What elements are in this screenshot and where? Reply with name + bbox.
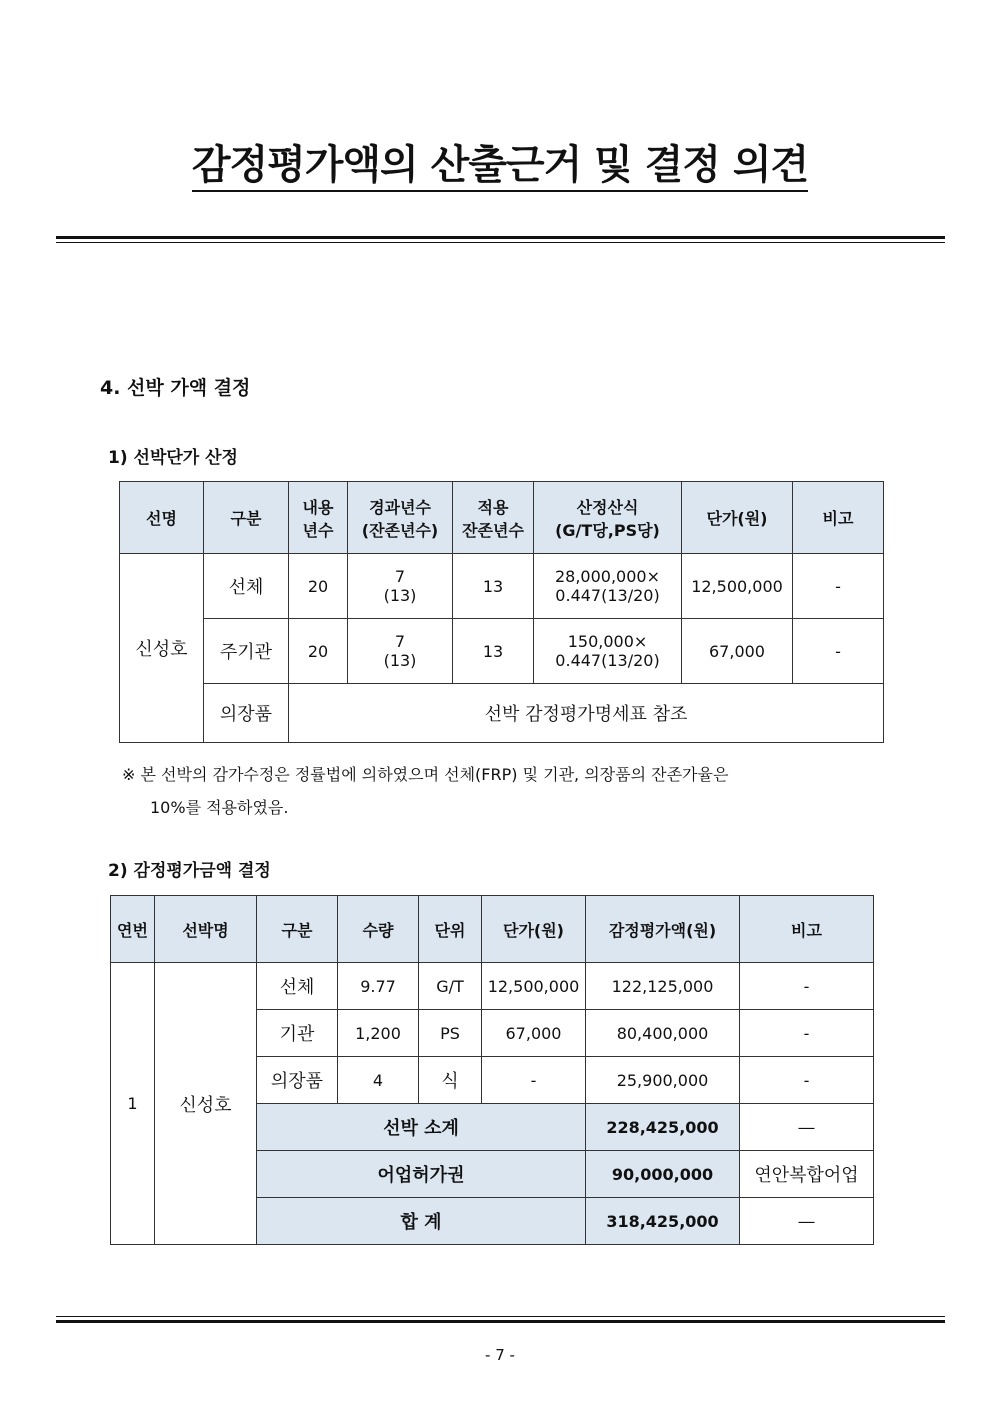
header-cell: 선박명 xyxy=(155,896,257,963)
unit-price-table xyxy=(119,481,884,743)
header-cell: 단위 xyxy=(419,896,482,963)
top-divider xyxy=(56,236,945,243)
header-cell: 감정평가액(원) xyxy=(586,896,740,963)
appraisal-value-table xyxy=(110,895,874,1245)
remaining-cell: 13 xyxy=(453,554,534,619)
header-cell: 비고 xyxy=(793,482,884,554)
table-row xyxy=(120,619,884,684)
elapsed-cell: 7 (13) xyxy=(348,554,453,619)
note-cell: - xyxy=(740,963,874,1010)
table-row xyxy=(111,963,874,1010)
unit-cell: 식 xyxy=(419,1057,482,1104)
header-cell: 내용 년수 xyxy=(289,482,348,554)
document-title: 감정평가액의 산출근거 및 결정 의견 xyxy=(0,133,1000,190)
equip-note-cell: 선박 감정평가명세표 참조 xyxy=(289,684,884,743)
unit-cell: G/T xyxy=(419,963,482,1010)
total-note: ― xyxy=(740,1198,874,1245)
total-value: 318,425,000 xyxy=(586,1198,740,1245)
header-cell: 구분 xyxy=(257,896,338,963)
header-cell: 산정산식 (G/T당,PS당) xyxy=(534,482,682,554)
type-cell: 의장품 xyxy=(204,684,289,743)
value-cell: 122,125,000 xyxy=(586,963,740,1010)
header-cell: 비고 xyxy=(740,896,874,963)
note-cell: - xyxy=(793,554,884,619)
header-cell: 단가(원) xyxy=(482,896,586,963)
license-value: 90,000,000 xyxy=(586,1151,740,1198)
ship-name-cell: 신성호 xyxy=(155,963,257,1245)
table-row xyxy=(120,684,884,743)
qty-cell: 9.77 xyxy=(338,963,419,1010)
header-cell: 단가(원) xyxy=(682,482,793,554)
subtotal-label: 선박 소계 xyxy=(257,1104,586,1151)
note-cell: - xyxy=(740,1010,874,1057)
subtotal-value: 228,425,000 xyxy=(586,1104,740,1151)
table-header-row xyxy=(120,482,884,554)
note-cell: - xyxy=(793,619,884,684)
page-number: - 7 - xyxy=(485,1346,515,1364)
type-cell: 기관 xyxy=(257,1010,338,1057)
depreciation-note xyxy=(122,758,882,824)
table-row xyxy=(120,554,884,619)
price-cell: - xyxy=(482,1057,586,1104)
value-cell: 80,400,000 xyxy=(586,1010,740,1057)
subtotal-note: ― xyxy=(740,1104,874,1151)
elapsed-cell: 7 (13) xyxy=(348,619,453,684)
header-cell: 연번 xyxy=(111,896,155,963)
section-heading: 4. 선박 가액 결정 xyxy=(100,377,251,399)
qty-cell: 1,200 xyxy=(338,1010,419,1057)
qty-cell: 4 xyxy=(338,1057,419,1104)
price-cell: 12,500,000 xyxy=(482,963,586,1010)
type-cell: 선체 xyxy=(204,554,289,619)
value-cell: 25,900,000 xyxy=(586,1057,740,1104)
table-header-row xyxy=(111,896,874,963)
life-cell: 20 xyxy=(289,619,348,684)
header-cell: 경과년수 (잔존년수) xyxy=(348,482,453,554)
license-label: 어업허가권 xyxy=(257,1151,586,1198)
price-cell: 67,000 xyxy=(682,619,793,684)
life-cell: 20 xyxy=(289,554,348,619)
type-cell: 선체 xyxy=(257,963,338,1010)
note-line: ※ 본 선박의 감가수정은 정률법에 의하였으며 선체(FRP) 및 기관, 의장품의 잔존가율은 xyxy=(122,765,729,784)
note-line: 10%를 적용하였음. xyxy=(150,798,289,817)
ship-name-cell: 신성호 xyxy=(120,554,204,743)
header-cell: 선명 xyxy=(120,482,204,554)
type-cell: 의장품 xyxy=(257,1057,338,1104)
price-cell: 12,500,000 xyxy=(682,554,793,619)
header-cell: 구분 xyxy=(204,482,289,554)
header-cell: 수량 xyxy=(338,896,419,963)
subsection-heading-2: 2) 감정평가금액 결정 xyxy=(108,861,271,881)
type-cell: 주기관 xyxy=(204,619,289,684)
price-cell: 67,000 xyxy=(482,1010,586,1057)
header-cell: 적용 잔존년수 xyxy=(453,482,534,554)
remaining-cell: 13 xyxy=(453,619,534,684)
unit-cell: PS xyxy=(419,1010,482,1057)
formula-cell: 28,000,000× 0.447(13/20) xyxy=(534,554,682,619)
total-label: 합 계 xyxy=(257,1198,586,1245)
license-note: 연안복합어업 xyxy=(740,1151,874,1198)
serial-number-cell: 1 xyxy=(111,963,155,1245)
bottom-divider xyxy=(56,1316,945,1323)
note-cell: - xyxy=(740,1057,874,1104)
formula-cell: 150,000× 0.447(13/20) xyxy=(534,619,682,684)
subsection-heading-1: 1) 선박단가 산정 xyxy=(108,448,238,468)
